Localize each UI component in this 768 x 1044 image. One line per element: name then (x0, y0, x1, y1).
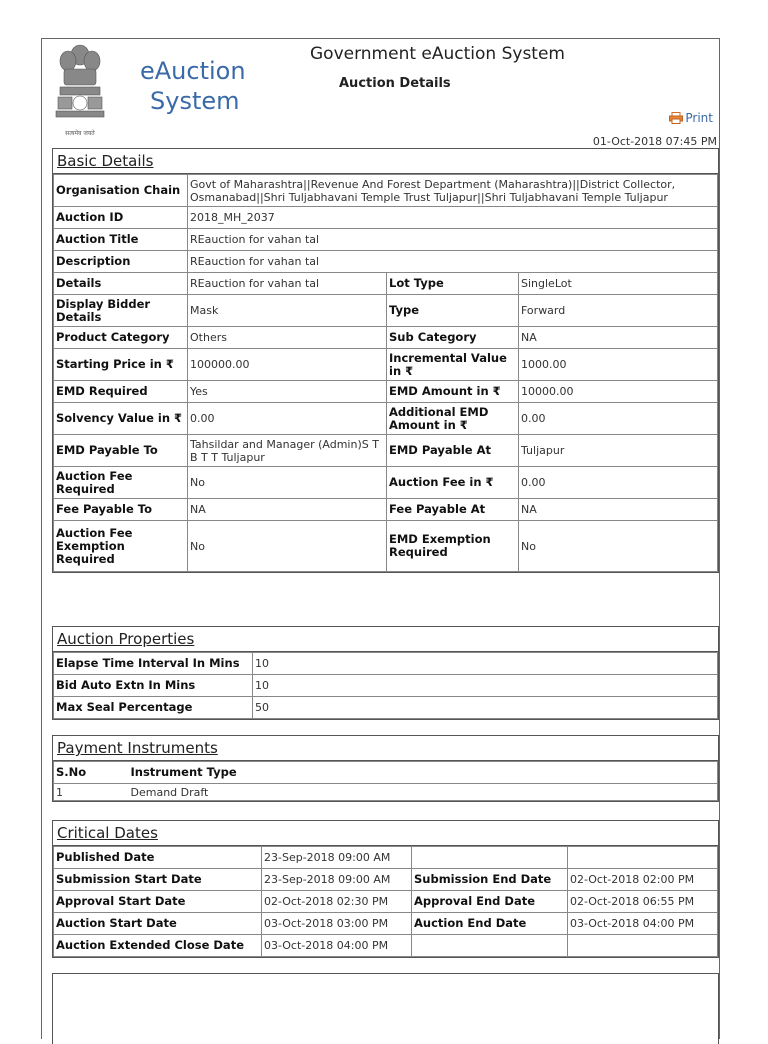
lot-type-value: SingleLot (519, 273, 718, 295)
description-label: Description (54, 251, 188, 273)
description-value: REauction for vahan tal (188, 251, 718, 273)
table-row (54, 847, 718, 869)
table-header-row (54, 762, 718, 784)
emd-required-label: EMD Required (54, 381, 188, 403)
fee-payable-at-label: Fee Payable At (387, 499, 519, 521)
auction-fee-label: Auction Fee in ₹ (387, 467, 519, 499)
page-subtitle: Auction Details (339, 76, 451, 91)
max-seal-label: Max Seal Percentage (54, 697, 253, 719)
empty-cell (412, 935, 568, 957)
fee-payable-to-value: NA (188, 499, 387, 521)
empty-cell (412, 847, 568, 869)
critical-dates-title: Critical Dates (53, 821, 718, 846)
approval-start-value: 02-Oct-2018 02:30 PM (262, 891, 412, 913)
table-row (54, 913, 718, 935)
emd-exemption-value: No (519, 521, 718, 572)
product-category-value: Others (188, 327, 387, 349)
printer-icon (669, 112, 683, 124)
page-header (42, 39, 719, 151)
auction-fee-value: 0.00 (519, 467, 718, 499)
published-date-value: 23-Sep-2018 09:00 AM (262, 847, 412, 869)
solvency-value-label: Solvency Value in ₹ (54, 403, 188, 435)
auction-properties-table (53, 652, 718, 719)
next-section (52, 973, 719, 1044)
empty-cell (568, 847, 718, 869)
submission-start-label: Submission Start Date (54, 869, 262, 891)
auction-fee-required-value: No (188, 467, 387, 499)
auction-end-label: Auction End Date (412, 913, 568, 935)
table-row (54, 207, 718, 229)
auction-title-value: REauction for vahan tal (188, 229, 718, 251)
payment-instruments-section (52, 735, 719, 802)
instrument-type: Demand Draft (129, 784, 718, 801)
fee-payable-to-label: Fee Payable To (54, 499, 188, 521)
table-row (54, 349, 718, 381)
published-date-label: Published Date (54, 847, 262, 869)
table-row (54, 229, 718, 251)
starting-price-label: Starting Price in ₹ (54, 349, 188, 381)
table-row (54, 697, 718, 719)
basic-details-section (52, 148, 719, 573)
approval-end-value: 02-Oct-2018 06:55 PM (568, 891, 718, 913)
auction-extended-close-label: Auction Extended Close Date (54, 935, 262, 957)
display-bidder-value: Mask (188, 295, 387, 327)
col-sno-header: S.No (54, 762, 129, 784)
emd-payable-to-label: EMD Payable To (54, 435, 188, 467)
additional-emd-value: 0.00 (519, 403, 718, 435)
bid-auto-extn-label: Bid Auto Extn In Mins (54, 675, 253, 697)
critical-dates-table (53, 846, 718, 957)
auction-extended-close-value: 03-Oct-2018 04:00 PM (262, 935, 412, 957)
auction-id-value: 2018_MH_2037 (188, 207, 718, 229)
submission-start-value: 23-Sep-2018 09:00 AM (262, 869, 412, 891)
emd-payable-at-label: EMD Payable At (387, 435, 519, 467)
auction-fee-required-label: Auction Fee Required (54, 467, 188, 499)
submission-end-label: Submission End Date (412, 869, 568, 891)
payment-instruments-table (53, 761, 718, 801)
max-seal-value: 50 (253, 697, 718, 719)
emblem-motto: सत्यमेव जयते (65, 130, 95, 137)
starting-price-value: 100000.00 (188, 349, 387, 381)
table-row (54, 653, 718, 675)
table-row (54, 467, 718, 499)
details-label: Details (54, 273, 188, 295)
product-category-label: Product Category (54, 327, 188, 349)
auction-start-value: 03-Oct-2018 03:00 PM (262, 913, 412, 935)
table-row (54, 784, 718, 801)
critical-dates-section (52, 820, 719, 958)
emd-payable-at-value: Tuljapur (519, 435, 718, 467)
approval-start-label: Approval Start Date (54, 891, 262, 913)
org-chain-label: Organisation Chain (54, 175, 188, 207)
table-row (54, 869, 718, 891)
table-row (54, 251, 718, 273)
table-row (54, 295, 718, 327)
table-row (54, 675, 718, 697)
details-value: REauction for vahan tal (188, 273, 387, 295)
auction-properties-title: Auction Properties (53, 627, 718, 652)
print-button[interactable] (669, 111, 713, 125)
elapse-time-label: Elapse Time Interval In Mins (54, 653, 253, 675)
auction-end-value: 03-Oct-2018 04:00 PM (568, 913, 718, 935)
solvency-value-value: 0.00 (188, 403, 387, 435)
fee-exemption-label: Auction Fee Exemption Required (54, 521, 188, 572)
display-bidder-label: Display Bidder Details (54, 295, 188, 327)
table-row (54, 175, 718, 207)
emd-amount-label: EMD Amount in ₹ (387, 381, 519, 403)
table-row (54, 891, 718, 913)
payment-instruments-title: Payment Instruments (53, 736, 718, 761)
sub-category-value: NA (519, 327, 718, 349)
auction-properties-section (52, 626, 719, 720)
auction-details-page (41, 38, 720, 1039)
auction-start-label: Auction Start Date (54, 913, 262, 935)
additional-emd-label: Additional EMD Amount in ₹ (387, 403, 519, 435)
incremental-value-label: Incremental Value in ₹ (387, 349, 519, 381)
instrument-sno: 1 (54, 784, 129, 801)
submission-end-value: 02-Oct-2018 02:00 PM (568, 869, 718, 891)
basic-details-title: Basic Details (53, 149, 718, 174)
auction-id-label: Auction ID (54, 207, 188, 229)
brand-name-line2: System (150, 87, 240, 115)
emd-required-value: Yes (188, 381, 387, 403)
incremental-value-value: 1000.00 (519, 349, 718, 381)
page-title: Government eAuction System (310, 44, 565, 64)
fee-exemption-value: No (188, 521, 387, 572)
type-value: Forward (519, 295, 718, 327)
bid-auto-extn-value: 10 (253, 675, 718, 697)
print-label[interactable]: Print (685, 111, 713, 125)
type-label: Type (387, 295, 519, 327)
table-row (54, 273, 718, 295)
report-datetime: 01-Oct-2018 07:45 PM (592, 135, 717, 148)
table-row (54, 521, 718, 572)
brand-name-line1: eAuction (140, 57, 246, 85)
emd-exemption-label: EMD Exemption Required (387, 521, 519, 572)
lot-type-label: Lot Type (387, 273, 519, 295)
col-instrument-type-header: Instrument Type (129, 762, 718, 784)
national-emblem-icon (50, 41, 110, 141)
org-chain-value: Govt of Maharashtra||Revenue And Forest Department (Maharashtra)||District Collector, Osmanabad||Shri Tuljabhavani Temple Trust Tuljapur||Shri Tuljabhavani Temple Tuljapur (188, 175, 718, 207)
auction-title-label: Auction Title (54, 229, 188, 251)
approval-end-label: Approval End Date (412, 891, 568, 913)
elapse-time-value: 10 (253, 653, 718, 675)
table-row (54, 435, 718, 467)
table-row (54, 499, 718, 521)
emd-amount-value: 10000.00 (519, 381, 718, 403)
fee-payable-at-value: NA (519, 499, 718, 521)
table-row (54, 327, 718, 349)
table-row (54, 381, 718, 403)
empty-cell (568, 935, 718, 957)
table-row (54, 935, 718, 957)
sub-category-label: Sub Category (387, 327, 519, 349)
basic-details-table (53, 174, 718, 572)
table-row (54, 403, 718, 435)
emd-payable-to-value: Tahsildar and Manager (Admin)S T B T T Tuljapur (188, 435, 387, 467)
